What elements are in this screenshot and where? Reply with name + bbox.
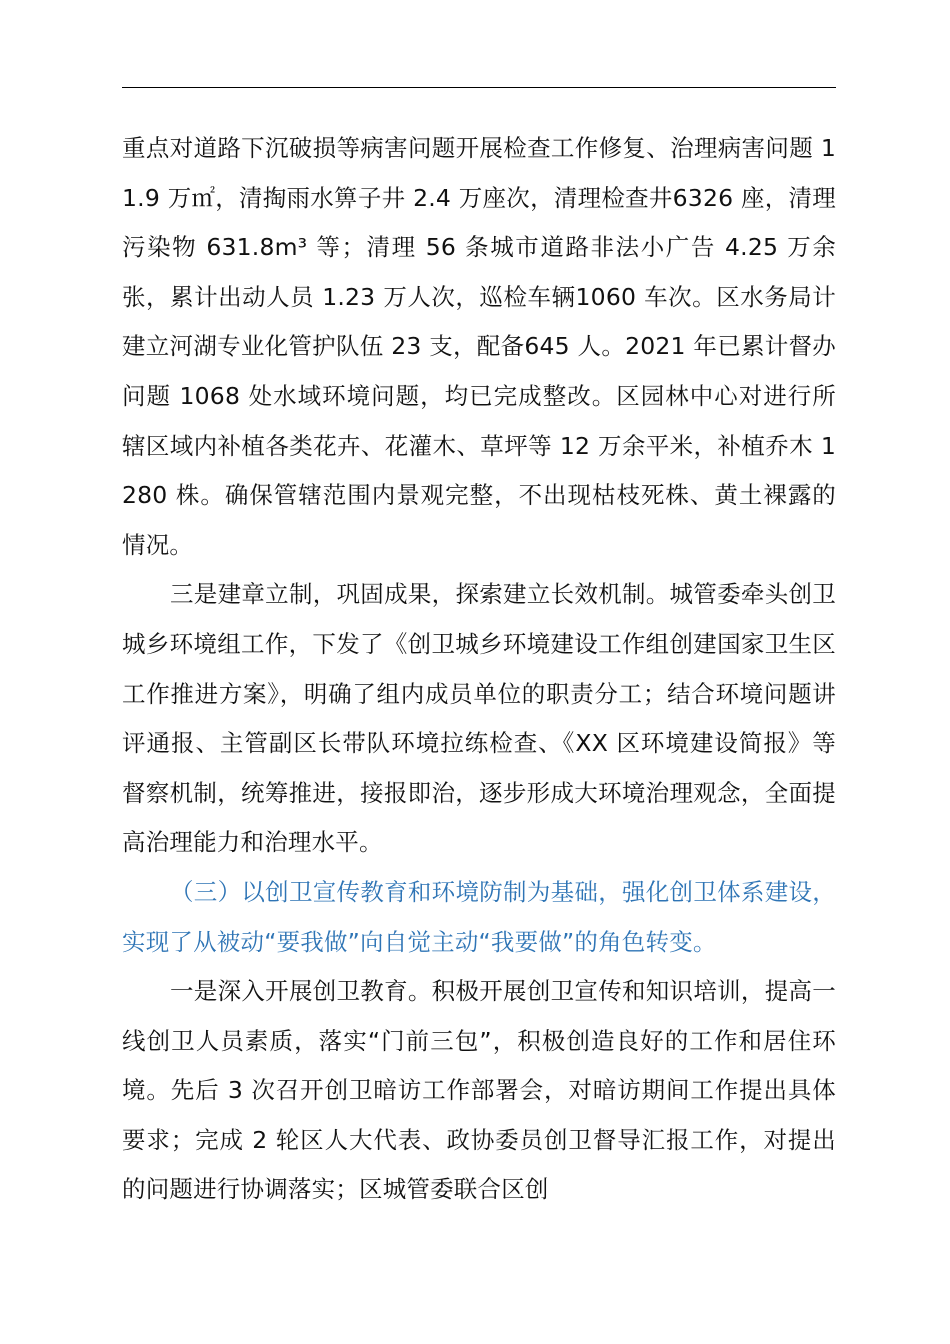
paragraph-long-term-mechanism: 三是建章立制，巩固成果，探索建立长效机制。城管委牵头创卫城乡环境组工作，下发了《创卫城乡环境建设工作组创建国家卫生区工作推进方案》，明确了组内成员单位的职责分工；结合环境问题讲评通报、主管副区长带队环境拉练检查、《XX 区环境建设简报》等督察机制，统筹推进，接报即治，逐步形成大环境治理观念，全面提高治理能力和治理水平。 (122, 580, 836, 857)
section-heading-three: （三）以创卫宣传教育和环境防制为基础，强化创卫体系建设，实现了从被动“要我做”向自觉主动“我要做”的角色转变。 (122, 877, 836, 956)
paragraph-road-maintenance: 重点对道路下沉破损等病害问题开展检查工作修复、治理病害问题 11.9 万㎡，清掏雨水箅子井 2.4 万座次，清理检查井6326 座，清理污染物 631.8m³ 等；清理 56 条城市道路非法小广告 4.25 万余张，累计出动人员 1.23 万人次，巡检车辆1060 车次。区水务局计建立河湖专业化管护队伍 23 支，配备645 人。2021 年已累计督办问题 1068 处水域环境问题，均已完成整改。区园林中心对进行所辖区域内补植各类花卉、花灌木、草坪等 12 万余平米，补植乔木 1280 株。确保管辖范围内景观完整，不出现枯枝死株、黄土裸露的情况。 (122, 134, 836, 559)
paragraph-education: 一是深入开展创卫教育。积极开展创卫宣传和知识培训，提高一线创卫人员素质，落实“门前三包”，积极创造良好的工作和居住环境。先后 3 次召开创卫暗访工作部署会，对暗访期间工作提出具体要求；完成 2 轮区人大代表、政协委员创卫督导汇报工作，对提出的问题进行协调落实；区城管委联合区创 (122, 977, 836, 1204)
header-rule (122, 87, 836, 88)
document-body (122, 124, 836, 1215)
